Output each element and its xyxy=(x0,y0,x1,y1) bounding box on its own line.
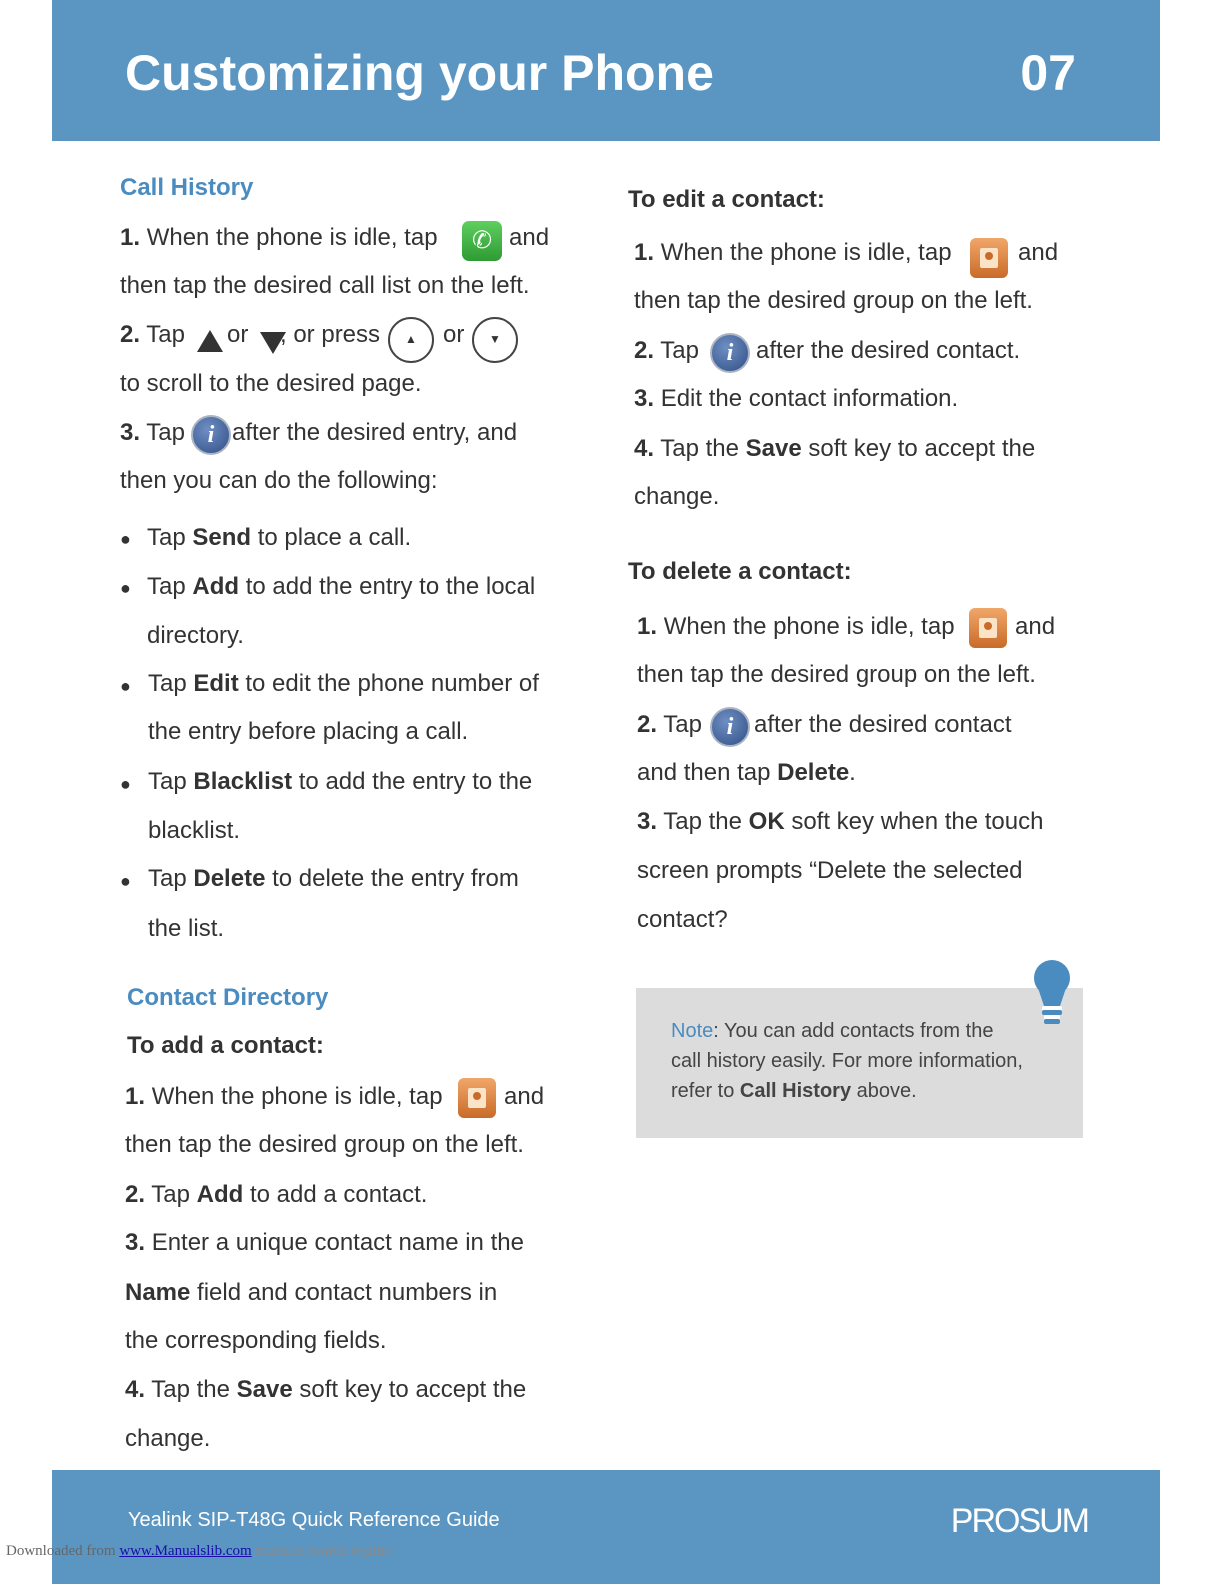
delete-step1-and: and xyxy=(1015,613,1056,640)
page-number: 07 xyxy=(1020,45,1076,101)
edit-step3: 3. Edit the contact information. xyxy=(634,385,959,412)
scroll-up-key-icon: ▲ xyxy=(388,317,434,363)
info-icon: i xyxy=(710,333,750,373)
ch-step1-line1: 1. When the phone is idle, tap xyxy=(120,224,438,251)
manualslib-link[interactable]: www.Manualslib.com xyxy=(119,1543,252,1559)
bullet-dot: ● xyxy=(120,871,131,891)
edit-step1-and: and xyxy=(1018,239,1059,266)
delete-contact-heading: To delete a contact: xyxy=(628,558,852,585)
contacts-directory-icon xyxy=(970,238,1008,278)
add-step1-line1: 1. When the phone is idle, tap xyxy=(125,1083,443,1110)
add-contact-heading: To add a contact: xyxy=(127,1032,324,1059)
delete-step2-line1: after the desired contact xyxy=(754,711,1012,738)
lightbulb-icon xyxy=(1030,958,1074,1028)
edit-step2-line: after the desired contact. xyxy=(756,337,1021,364)
ch-bullet-edit-cont: the entry before placing a call. xyxy=(148,718,469,745)
ch-bullet-add: Tap Add to add the entry to the local xyxy=(147,573,536,600)
delete-step3-line1: 3. Tap the OK soft key when the touch xyxy=(637,808,1044,835)
contacts-directory-icon xyxy=(458,1078,496,1118)
ch-bullet-delete-cont: the list. xyxy=(148,915,225,942)
delete-step2-line2: and then tap Delete. xyxy=(637,759,856,786)
ch-step2-tap: 2. Tap xyxy=(120,321,185,348)
edit-step4-line1: 4. Tap the Save soft key to accept the xyxy=(634,435,1036,462)
ch-bullet-add-cont: directory. xyxy=(147,622,244,649)
bullet-dot: ● xyxy=(120,774,131,794)
info-icon: i xyxy=(710,707,750,747)
ch-step3-tap: 3. Tap xyxy=(120,419,185,446)
note-label: Note xyxy=(671,1020,714,1042)
ch-step3-line1: after the desired entry, and xyxy=(232,419,518,446)
contact-directory-heading: Contact Directory xyxy=(127,984,329,1011)
delete-step2-tap: 2. Tap xyxy=(637,711,702,738)
page-header xyxy=(52,0,1160,141)
add-step1-line2: then tap the desired group on the left. xyxy=(125,1131,524,1158)
ch-step2-or2: or xyxy=(443,321,465,348)
add-step4-line2: change. xyxy=(125,1425,211,1452)
ch-step3-line2: then you can do the following: xyxy=(120,467,438,494)
delete-step3-line3: contact? xyxy=(637,906,728,933)
bullet-dot: ● xyxy=(120,676,131,696)
ch-step1-and: and xyxy=(509,224,550,251)
phone-history-icon: ✆ xyxy=(462,221,502,261)
ch-step1-line2: then tap the desired call list on the left. xyxy=(120,272,530,299)
ch-bullet-edit: Tap Edit to edit the phone number of xyxy=(148,670,539,697)
add-step2: 2. Tap Add to add a contact. xyxy=(125,1181,428,1208)
edit-step1-line2: then tap the desired group on the left. xyxy=(634,287,1033,314)
add-step3-line3: the corresponding fields. xyxy=(125,1327,387,1354)
delete-step3-line2: screen prompts “Delete the selected xyxy=(637,857,1023,884)
scroll-down-key-icon: ▼ xyxy=(472,317,518,363)
ch-step2-or-press: , or press xyxy=(280,321,381,348)
note-line1: Note: You can add contacts from the xyxy=(671,1020,994,1042)
add-step3-line2: Name field and contact numbers in xyxy=(125,1279,498,1306)
ch-step2-line2: to scroll to the desired page. xyxy=(120,370,422,397)
contacts-directory-icon xyxy=(969,608,1007,648)
prosum-logo: PROSUM xyxy=(950,1502,1088,1540)
triangle-up-icon xyxy=(197,330,223,352)
note-box xyxy=(636,988,1083,1138)
call-history-heading: Call History xyxy=(120,174,254,201)
add-step4-line1: 4. Tap the Save soft key to accept the xyxy=(125,1376,527,1403)
bullet-dot: ● xyxy=(120,578,131,598)
delete-step1-line2: then tap the desired group on the left. xyxy=(637,661,1036,688)
note-line3: refer to Call History above. xyxy=(671,1080,917,1102)
edit-step1-line1: 1. When the phone is idle, tap xyxy=(634,239,952,266)
ch-bullet-blacklist: Tap Blacklist to add the entry to the xyxy=(148,768,533,795)
note-line2: call history easily. For more information, xyxy=(671,1050,1023,1072)
delete-step1-line1: 1. When the phone is idle, tap xyxy=(637,613,955,640)
add-step3-line1: 3. Enter a unique contact name in the xyxy=(125,1229,524,1256)
page-title: Customizing your Phone xyxy=(125,45,714,101)
add-step1-and: and xyxy=(504,1083,545,1110)
ch-step2-or: or xyxy=(227,321,249,348)
guide-title: Yealink SIP-T48G Quick Reference Guide xyxy=(128,1509,500,1531)
ch-bullet-send: Tap Send to place a call. xyxy=(147,524,412,551)
page-footer xyxy=(52,1470,1160,1584)
edit-step2-tap: 2. Tap xyxy=(634,337,699,364)
ch-bullet-blacklist-cont: blacklist. xyxy=(148,817,241,844)
info-icon: i xyxy=(191,415,231,455)
edit-contact-heading: To edit a contact: xyxy=(628,186,825,213)
edit-step4-line2: change. xyxy=(634,483,720,510)
bullet-dot: ● xyxy=(120,529,131,549)
download-note: Downloaded from www.Manualslib.com manuals search engine xyxy=(6,1543,392,1559)
ch-bullet-delete: Tap Delete to delete the entry from xyxy=(148,865,519,892)
